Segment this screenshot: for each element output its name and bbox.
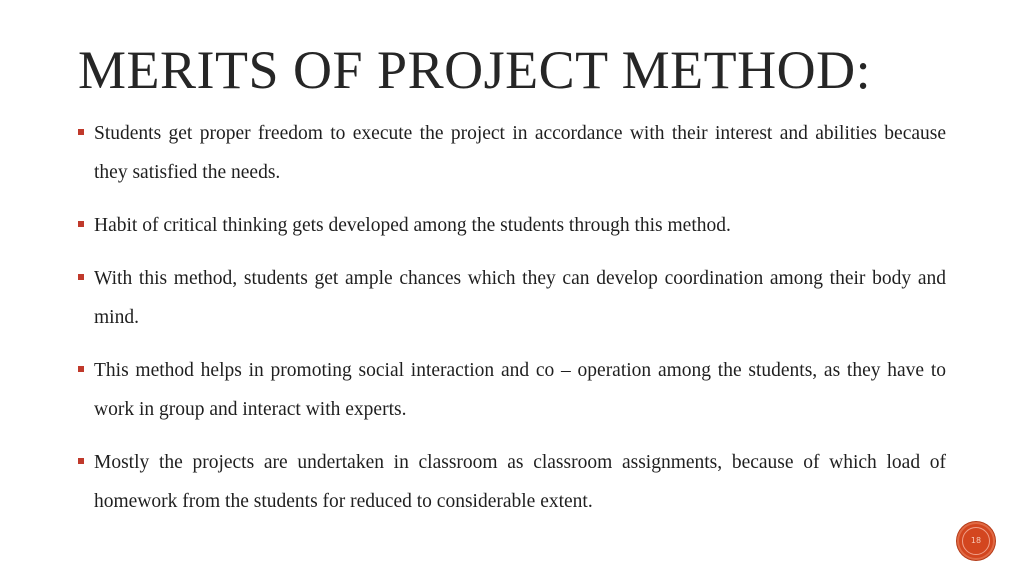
bullet-item — [78, 114, 946, 192]
bullet-text: With this method, students get ample chances which they can develop coordination among their body and mind. — [94, 268, 946, 328]
bullet-text: Mostly the projects are undertaken in classroom as classroom assignments, because of which load of homework from the students for reduced to considerable extent. — [94, 452, 946, 512]
bullet-list — [78, 114, 946, 535]
bullet-text: Habit of critical thinking gets developed among the students through this method. — [94, 215, 731, 236]
page-number: 18 — [970, 536, 982, 545]
bullet-square-icon — [78, 366, 84, 372]
bullet-square-icon — [78, 221, 84, 227]
bullet-text: Students get proper freedom to execute the project in accordance with their interest and abilities because they satisfied the needs. — [94, 123, 946, 183]
bullet-item — [78, 443, 946, 521]
bullet-square-icon — [78, 274, 84, 280]
bullet-square-icon — [78, 129, 84, 135]
bullet-text: This method helps in promoting social interaction and co – operation among the students, as they have to work in group and interact with experts. — [94, 360, 946, 420]
bullet-item — [78, 259, 946, 337]
page-number-badge — [957, 522, 995, 560]
bullet-item — [78, 206, 946, 245]
bullet-item — [78, 351, 946, 429]
bullet-square-icon — [78, 458, 84, 464]
slide-title: MERITS OF PROJECT METHOD: — [78, 40, 872, 100]
